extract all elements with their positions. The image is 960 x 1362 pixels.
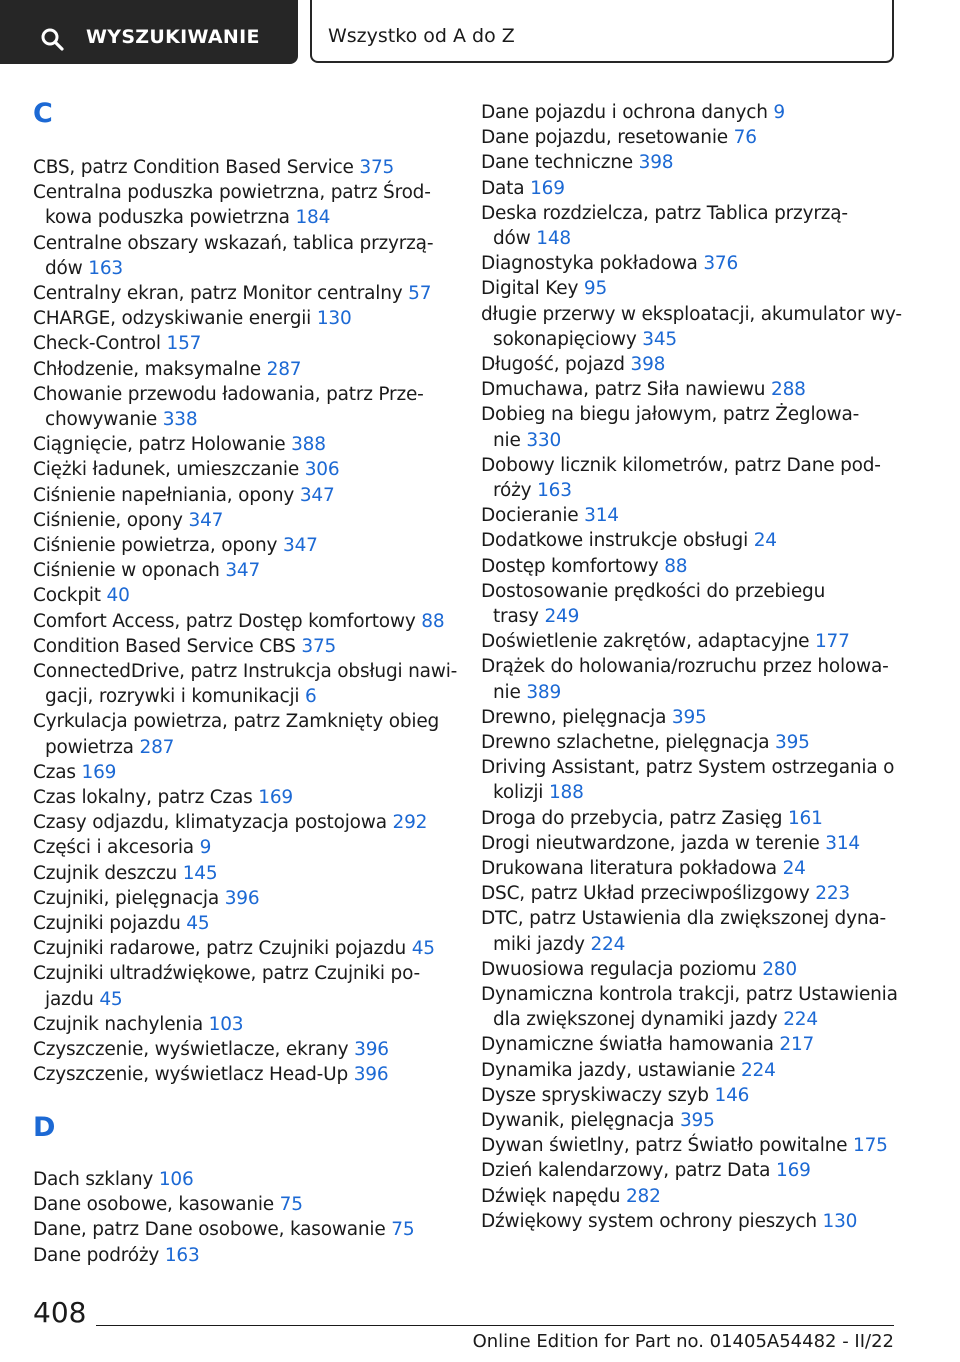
search-tab-label: WYSZUKIWANIE (86, 26, 260, 48)
entry-term: Ciśnienie w oponach (33, 560, 220, 582)
entry-term: Dmuchawa, patrz Siła nawiewu (481, 379, 766, 401)
page-link[interactable]: 163 (164, 1244, 200, 1266)
page-link[interactable]: 184 (295, 207, 331, 229)
entry-term: Cockpit (33, 585, 101, 607)
index-entry (481, 1058, 901, 1083)
index-entry (33, 508, 453, 533)
page-link[interactable]: 169 (258, 787, 293, 808)
index-entry (481, 302, 901, 352)
page-link[interactable]: 163 (88, 257, 123, 279)
page-link[interactable]: 9 (199, 837, 212, 859)
entry-term-wrap: róży (493, 480, 532, 501)
entry-term: Digital Key (481, 278, 579, 300)
index-entry (481, 705, 901, 730)
entry-term: CBS, patrz Condition Based Service (33, 157, 354, 178)
entry-term: DSC, patrz Układ przeciwpoślizgowy (481, 883, 810, 905)
index-entry (481, 856, 901, 881)
entry-term: Diagnostyka pokładowa (481, 253, 698, 275)
index-entry (481, 730, 901, 755)
entry-term: Dywanik, pielęgnacja (481, 1110, 675, 1131)
index-entry (481, 377, 901, 402)
index-entry (481, 1209, 901, 1234)
index-entry (481, 402, 901, 452)
page-link[interactable]: 9 (773, 102, 785, 123)
index-entry (33, 155, 453, 180)
index-entry (481, 755, 901, 805)
entry-term-continued (481, 932, 901, 957)
page-link[interactable]: 224 (783, 1009, 818, 1031)
entry-term-continued (481, 226, 901, 251)
index-letter-d: D (33, 1112, 56, 1143)
page-link[interactable]: 57 (408, 283, 432, 304)
entry-term: długie przerwy w eksploatacji, akumulator wy- (481, 303, 902, 325)
index-entry (481, 251, 901, 276)
index-entry (481, 1158, 901, 1183)
index-entry (481, 125, 901, 150)
page-link[interactable]: 175 (853, 1135, 888, 1157)
page-link[interactable]: 398 (630, 354, 666, 375)
entry-term: Dynamiczne światła hamowania (481, 1034, 774, 1056)
entry-term: Ciągnięcie, patrz Holowanie (33, 434, 286, 456)
page-link[interactable]: 347 (225, 560, 261, 582)
entry-term: Condition Based Service CBS (33, 635, 296, 657)
entry-term: Czyszczenie, wyświetlacz Head-Up (33, 1064, 348, 1086)
index-entry (481, 100, 901, 125)
page-link[interactable]: 75 (279, 1194, 303, 1216)
page-link[interactable]: 306 (304, 459, 340, 481)
page-link[interactable]: 395 (775, 732, 810, 753)
page-link[interactable]: 24 (753, 530, 777, 552)
section-title: Wszystko od A do Z (328, 25, 515, 47)
index-entry (33, 382, 453, 432)
entry-term-continued (481, 1007, 901, 1032)
edition-footer: Online Edition for Part no. 01405A54482 - II/22 (472, 1331, 894, 1352)
entry-term: Dostęp komfortowy (481, 555, 659, 577)
page-link[interactable]: 249 (544, 606, 580, 627)
entry-term-wrap: dów (493, 228, 531, 249)
page-link[interactable]: 88 (664, 555, 688, 577)
page-link[interactable]: 347 (188, 509, 224, 531)
page-link[interactable]: 288 (771, 379, 806, 401)
page-link[interactable]: 347 (299, 484, 335, 506)
entry-term-continued (481, 680, 901, 705)
index-entry (481, 176, 901, 201)
entry-term: Czujnik nachylenia (33, 1013, 203, 1035)
page-link[interactable]: 224 (740, 1059, 776, 1081)
entry-term: DTC, patrz Ustawienia dla zwiększonej dyna- (481, 908, 886, 930)
entry-term: Dane osobowe, kasowanie (33, 1194, 274, 1216)
index-entry (33, 861, 453, 886)
entry-term: Ciśnienie napełniania, opony (33, 484, 295, 506)
page-link[interactable]: 45 (99, 988, 123, 1010)
page-link[interactable]: 88 (421, 610, 445, 632)
entry-term: Drewno, pielęgnacja (481, 706, 667, 728)
index-entry (33, 634, 453, 659)
entry-term-continued (481, 478, 901, 503)
entry-term: Czasy odjazdu, klimatyzacja postojowa (33, 812, 387, 834)
index-entry (481, 982, 901, 1032)
index-entry (33, 1062, 453, 1087)
index-entry (33, 583, 453, 608)
entry-term: Czujniki radarowe, patrz Czujniki pojazdu (33, 938, 407, 960)
page-link[interactable]: 287 (139, 736, 175, 758)
page-link[interactable]: 376 (703, 253, 739, 275)
entry-term-continued (33, 256, 453, 281)
index-entry (33, 231, 453, 281)
entry-term: Dźwiękowy system ochrony pieszych (481, 1210, 817, 1232)
entry-term: Czujniki pojazdu (33, 913, 181, 934)
page-link[interactable]: 45 (186, 913, 210, 934)
entry-term: Czas lokalny, patrz Czas (33, 787, 253, 808)
entry-term: Długość, pojazd (481, 354, 625, 375)
entry-term-wrap: miki jazdy (493, 933, 585, 955)
entry-term-continued (481, 604, 901, 629)
entry-term: Chowanie przewodu ładowania, patrz Prze- (33, 383, 424, 405)
index-entry (33, 1167, 453, 1192)
entry-term-wrap: jazdu (45, 988, 94, 1010)
entry-term: Check-Control (33, 333, 161, 355)
index-entry (481, 554, 901, 579)
index-entry (33, 1217, 453, 1242)
page-link[interactable]: 188 (548, 782, 584, 804)
entry-term: Dynamika jazdy, ustawianie (481, 1059, 736, 1081)
page-link[interactable]: 24 (782, 858, 806, 879)
page-link[interactable]: 347 (283, 535, 318, 556)
entry-term: Docieranie (481, 505, 579, 527)
index-entry (33, 306, 453, 331)
index-entry (33, 709, 453, 759)
page-link[interactable]: 314 (584, 505, 619, 527)
index-entry (33, 357, 453, 382)
entry-term: Drążek do holowania/rozruchu przez holowa- (481, 656, 889, 678)
entry-term: Drewno szlachetne, pielęgnacja (481, 732, 770, 753)
page-link[interactable]: 389 (526, 681, 562, 703)
index-entry (481, 806, 901, 831)
entry-term: Dach szklany (33, 1169, 154, 1190)
entry-term-continued (33, 205, 453, 230)
entry-term-continued (33, 684, 453, 709)
index-entry (33, 785, 453, 810)
entry-term: Czyszczenie, wyświetlacze, ekrany (33, 1039, 349, 1060)
page-link[interactable]: 130 (822, 1210, 858, 1232)
entry-term: Dostosowanie prędkości do przebiegu (481, 580, 826, 602)
page-link[interactable]: 169 (81, 761, 117, 783)
entry-term: Data (481, 177, 525, 199)
page-link[interactable]: 103 (208, 1013, 244, 1035)
index-entry (481, 503, 901, 528)
page-link[interactable]: 45 (411, 938, 435, 960)
index-entry (33, 558, 453, 583)
entry-term: Centralna poduszka powietrzna, patrz Środ- (33, 182, 431, 204)
page-link[interactable]: 280 (762, 958, 797, 980)
entry-term: Dane podróży (33, 1244, 160, 1266)
index-entry (33, 180, 453, 230)
index-entry (481, 276, 901, 301)
page-link[interactable]: 338 (162, 409, 198, 430)
index-entry (33, 659, 458, 709)
entry-term-wrap: dów (45, 257, 83, 279)
page-link[interactable]: 223 (815, 883, 850, 905)
page-link[interactable]: 157 (166, 333, 202, 355)
page-link[interactable]: 282 (625, 1185, 661, 1207)
page-link[interactable]: 169 (530, 177, 565, 199)
page-link[interactable]: 330 (526, 429, 562, 451)
page-link[interactable]: 6 (305, 686, 317, 708)
entry-term: Dane pojazdu, resetowanie (481, 127, 728, 149)
index-entry (33, 1037, 453, 1062)
search-icon (40, 27, 64, 51)
entry-term: Dwuosiowa regulacja poziomu (481, 958, 757, 980)
footer-divider (96, 1325, 894, 1326)
entry-term-wrap: dla zwiększonej dynamiki jazdy (493, 1009, 778, 1031)
entry-term-continued (481, 327, 901, 352)
top-navigation (0, 0, 960, 66)
entry-term: Czas (33, 761, 76, 783)
entry-term-continued (33, 407, 453, 432)
page-link[interactable]: 148 (536, 228, 571, 249)
index-entry (481, 1083, 901, 1108)
index-entry (481, 957, 901, 982)
page-number: 408 (33, 1296, 87, 1329)
page-link[interactable]: 217 (779, 1034, 815, 1056)
page-link[interactable]: 95 (583, 278, 608, 300)
page-link[interactable]: 130 (316, 308, 352, 330)
page-link[interactable]: 398 (638, 152, 674, 174)
entry-term: Czujniki, pielęgnacja (33, 887, 220, 909)
index-entry (33, 432, 453, 457)
entry-term-wrap: nie (493, 429, 521, 451)
page-link[interactable]: 106 (158, 1169, 194, 1190)
page-link[interactable]: 163 (537, 480, 572, 501)
page-link[interactable]: 396 (353, 1064, 389, 1086)
entry-term-continued (481, 428, 901, 453)
page-link[interactable]: 395 (679, 1110, 715, 1131)
entry-term-wrap: trasy (493, 606, 539, 627)
entry-term-continued (481, 780, 901, 805)
index-entry (33, 886, 453, 911)
entry-term: Ciśnienie, opony (33, 509, 183, 531)
page-link[interactable]: 287 (266, 358, 302, 380)
section-title-tab[interactable] (310, 0, 894, 63)
page-link[interactable]: 224 (590, 933, 626, 955)
index-entry (33, 609, 453, 634)
page-link[interactable]: 395 (671, 706, 707, 728)
page-link[interactable]: 292 (392, 812, 428, 834)
entry-term: Dane pojazdu i ochrona danych (481, 102, 768, 123)
page-link[interactable]: 145 (182, 862, 218, 884)
entry-term: Dywan świetlny, patrz Światło powitalne (481, 1135, 848, 1157)
page-link[interactable]: 177 (814, 631, 850, 653)
index-entry (33, 483, 453, 508)
index-entry (481, 1133, 901, 1158)
index-entry (33, 936, 453, 961)
entry-term-continued (33, 987, 453, 1012)
entry-term: CHARGE, odzyskiwanie energii (33, 308, 312, 330)
index-entry (33, 457, 453, 482)
entry-term: Dane techniczne (481, 152, 633, 174)
entry-term: Centralne obszary wskazań, tablica przyrzą- (33, 232, 434, 254)
index-entry (481, 1108, 901, 1133)
index-entry (33, 1192, 453, 1217)
page-link[interactable]: 169 (776, 1160, 811, 1182)
page-link[interactable]: 388 (291, 434, 326, 456)
entry-term: ConnectedDrive, patrz Instrukcja obsługi nawi- (33, 661, 458, 682)
entry-term: Centralny ekran, patrz Monitor centralny (33, 283, 403, 304)
entry-term: Dane, patrz Dane osobowe, kasowanie (33, 1219, 386, 1241)
index-entry (481, 579, 901, 629)
entry-term: Dodatkowe instrukcje obsługi (481, 530, 749, 552)
index-entry (481, 906, 901, 956)
index-entry (481, 1184, 901, 1209)
page-link[interactable]: 375 (359, 157, 395, 178)
entry-term: Droga do przebycia, patrz Zasięg (481, 807, 783, 829)
entry-term-wrap: chowywanie (45, 409, 158, 430)
page-link[interactable]: 314 (825, 832, 860, 854)
entry-term-wrap: powietrza (45, 736, 134, 758)
index-entry (33, 1243, 453, 1268)
index-entry (481, 1032, 901, 1057)
entry-term: Comfort Access, patrz Dostęp komfortowy (33, 610, 416, 632)
entry-term: Dzień kalendarzowy, patrz Data (481, 1160, 771, 1182)
entry-term: Dźwięk napędu (481, 1185, 621, 1207)
index-entry (481, 528, 901, 553)
index-entry (481, 831, 901, 856)
entry-term: Czujnik deszczu (33, 862, 178, 884)
page-link[interactable]: 345 (642, 328, 677, 350)
entry-term: Dobowy licznik kilometrów, patrz Dane pod- (481, 454, 881, 476)
page-link[interactable]: 146 (714, 1084, 750, 1106)
page-link[interactable]: 396 (224, 887, 260, 909)
page-link[interactable]: 161 (787, 807, 823, 829)
entry-term: Dynamiczna kontrola trakcji, patrz Ustawienia (481, 984, 898, 1005)
index-entry (33, 835, 453, 860)
entry-term: Dysze spryskiwaczy szyb (481, 1084, 709, 1106)
page-link[interactable]: 40 (106, 585, 130, 607)
entry-term: Drogi nieutwardzone, jazda w terenie (481, 832, 820, 854)
entry-term-wrap: sokonapięciowy (493, 328, 637, 350)
entry-term: Ciśnienie powietrza, opony (33, 535, 278, 556)
index-entry (33, 911, 453, 936)
entry-term: Chłodzenie, maksymalne (33, 358, 261, 380)
entry-term-wrap: kowa poduszka powietrzna (45, 207, 290, 229)
index-entry (33, 331, 453, 356)
entry-term-continued (33, 735, 453, 760)
page-link[interactable]: 76 (733, 127, 757, 149)
index-entry (33, 961, 453, 1011)
entry-term: Czujniki ultradźwiękowe, patrz Czujniki po- (33, 963, 421, 985)
entry-term: Driving Assistant, patrz System ostrzegania o (481, 757, 895, 779)
index-entry (33, 1012, 453, 1037)
index-entry (481, 453, 901, 503)
entry-term: Doświetlenie zakrętów, adaptacyjne (481, 631, 810, 653)
page-link[interactable]: 75 (391, 1219, 415, 1241)
page-link[interactable]: 375 (301, 635, 337, 657)
index-entry (481, 150, 901, 175)
entry-term: Cyrkulacja powietrza, patrz Zamknięty obieg (33, 711, 440, 733)
entry-term: Drukowana literatura pokładowa (481, 858, 777, 879)
index-entry (481, 881, 901, 906)
entry-term: Części i akcesoria (33, 837, 194, 859)
entry-term-wrap: gacji, rozrywki i komunikacji (45, 686, 300, 708)
index-entry (33, 810, 453, 835)
index-entry (481, 629, 901, 654)
entry-term-wrap: kolizji (493, 782, 544, 804)
index-entry (33, 533, 453, 558)
entry-term: Deska rozdzielcza, patrz Tablica przyrzą- (481, 202, 848, 224)
index-entry (481, 352, 901, 377)
entry-term: Dobieg na biegu jałowym, patrz Żeglowa- (481, 404, 860, 426)
entry-term-wrap: nie (493, 681, 521, 703)
page-link[interactable]: 396 (354, 1039, 389, 1060)
entry-term: Ciężki ładunek, umieszczanie (33, 459, 300, 481)
index-entry (481, 201, 901, 251)
index-entry (481, 654, 901, 704)
index-entry (33, 760, 453, 785)
index-entry (33, 281, 453, 306)
index-letter-c: C (33, 98, 53, 129)
search-tab[interactable] (0, 0, 298, 64)
